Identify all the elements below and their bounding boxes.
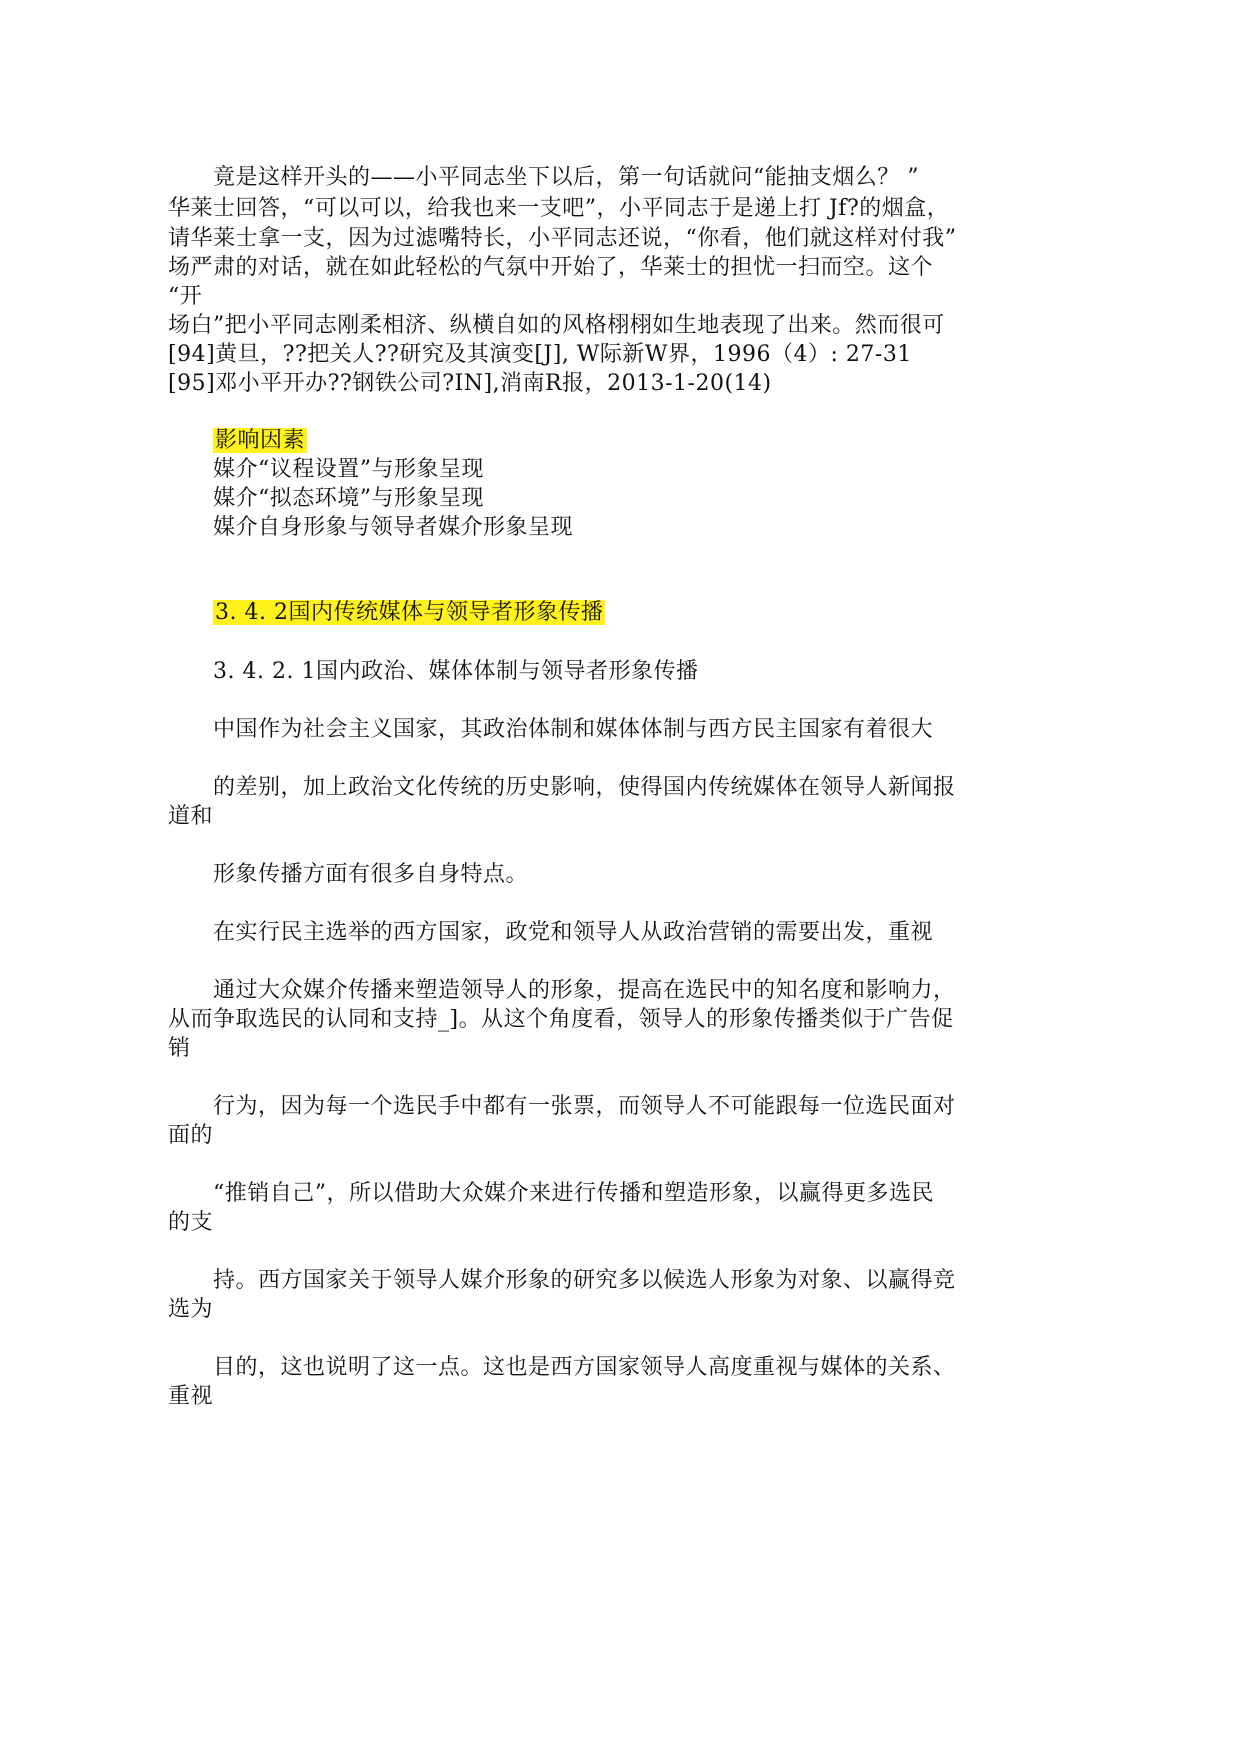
body-line: 销 [168, 1036, 191, 1061]
narrative-line: 场严肃的对话，就在如此轻松的气氛中开始了，华莱士的担忧一扫而空。这个 [168, 255, 934, 280]
narrative-line: 竟是这样开头的——小平同志坐下以后，第一句话就问“能抽支烟么？ ” [213, 165, 919, 190]
factor-item: 媒介自身形象与领导者媒介形象呈现 [213, 515, 574, 540]
body-line: 形象传播方面有很多自身特点。 [213, 862, 529, 887]
reference-94: [94]黄旦，??把关人??研究及其演变[J], W际新W界，1996（4）: 27-31 [168, 342, 912, 367]
section-heading: 3. 4. 2国内传统媒体与领导者形象传播 [215, 600, 604, 625]
narrative-line: “开 [168, 284, 203, 309]
body-line: 中国作为社会主义国家，其政治体制和媒体体制与西方民主国家有着很大 [213, 717, 934, 742]
subsection-heading: 3. 4. 2. 1国内政治、媒体体制与领导者形象传播 [213, 659, 699, 684]
body-line: “推销自己”，所以借助大众媒介来进行传播和塑造形象，以赢得更多选民 [213, 1181, 934, 1206]
narrative-line: 请华莱士拿一支，因为过滤嘴特长，小平同志还说，“你看，他们就这样对付我” [168, 226, 957, 251]
factors-heading: 影响因素 [215, 428, 306, 453]
body-line: 面的 [168, 1123, 214, 1148]
body-line: 从而争取选民的认同和支持_]。从这个角度看，领导人的形象传播类似于广告促 [168, 1007, 954, 1032]
body-line: 的差别，加上政治文化传统的历史影响，使得国内传统媒体在领导人新闻报 [213, 775, 956, 800]
body-line: 道和 [168, 804, 214, 829]
body-line: 持。西方国家关于领导人媒介形象的研究多以候选人形象为对象、以赢得竞 [213, 1268, 956, 1293]
narrative-line: 华莱士回答，“可以可以，给我也来一支吧”，小平同志于是递上打 Jf?的烟盒， [168, 196, 950, 221]
body-line: 行为，因为每一个选民手中都有一张票，而领导人不可能跟每一位选民面对 [213, 1094, 956, 1119]
factor-item: 媒介“拟态环境”与形象呈现 [213, 486, 484, 511]
reference-95: [95]邓小平开办??钢铁公司?IN],消南R报，2013-1-20(14) [168, 371, 772, 396]
factor-item: 媒介“议程设置”与形象呈现 [213, 457, 484, 482]
narrative-line: 场白”把小平同志刚柔相济、纵横自如的风格栩栩如生地表现了出来。然而很可 [168, 313, 945, 338]
body-line: 目的，这也说明了这一点。这也是西方国家领导人高度重视与媒体的关系、 [213, 1355, 956, 1380]
body-line: 通过大众媒介传播来塑造领导人的形象，提高在选民中的知名度和影响力， [213, 978, 956, 1003]
body-line: 重视 [168, 1384, 214, 1409]
body-line: 选为 [168, 1297, 214, 1322]
body-line: 在实行民主选举的西方国家，政党和领导人从政治营销的需要出发，重视 [213, 920, 934, 945]
body-line: 的支 [168, 1210, 214, 1235]
